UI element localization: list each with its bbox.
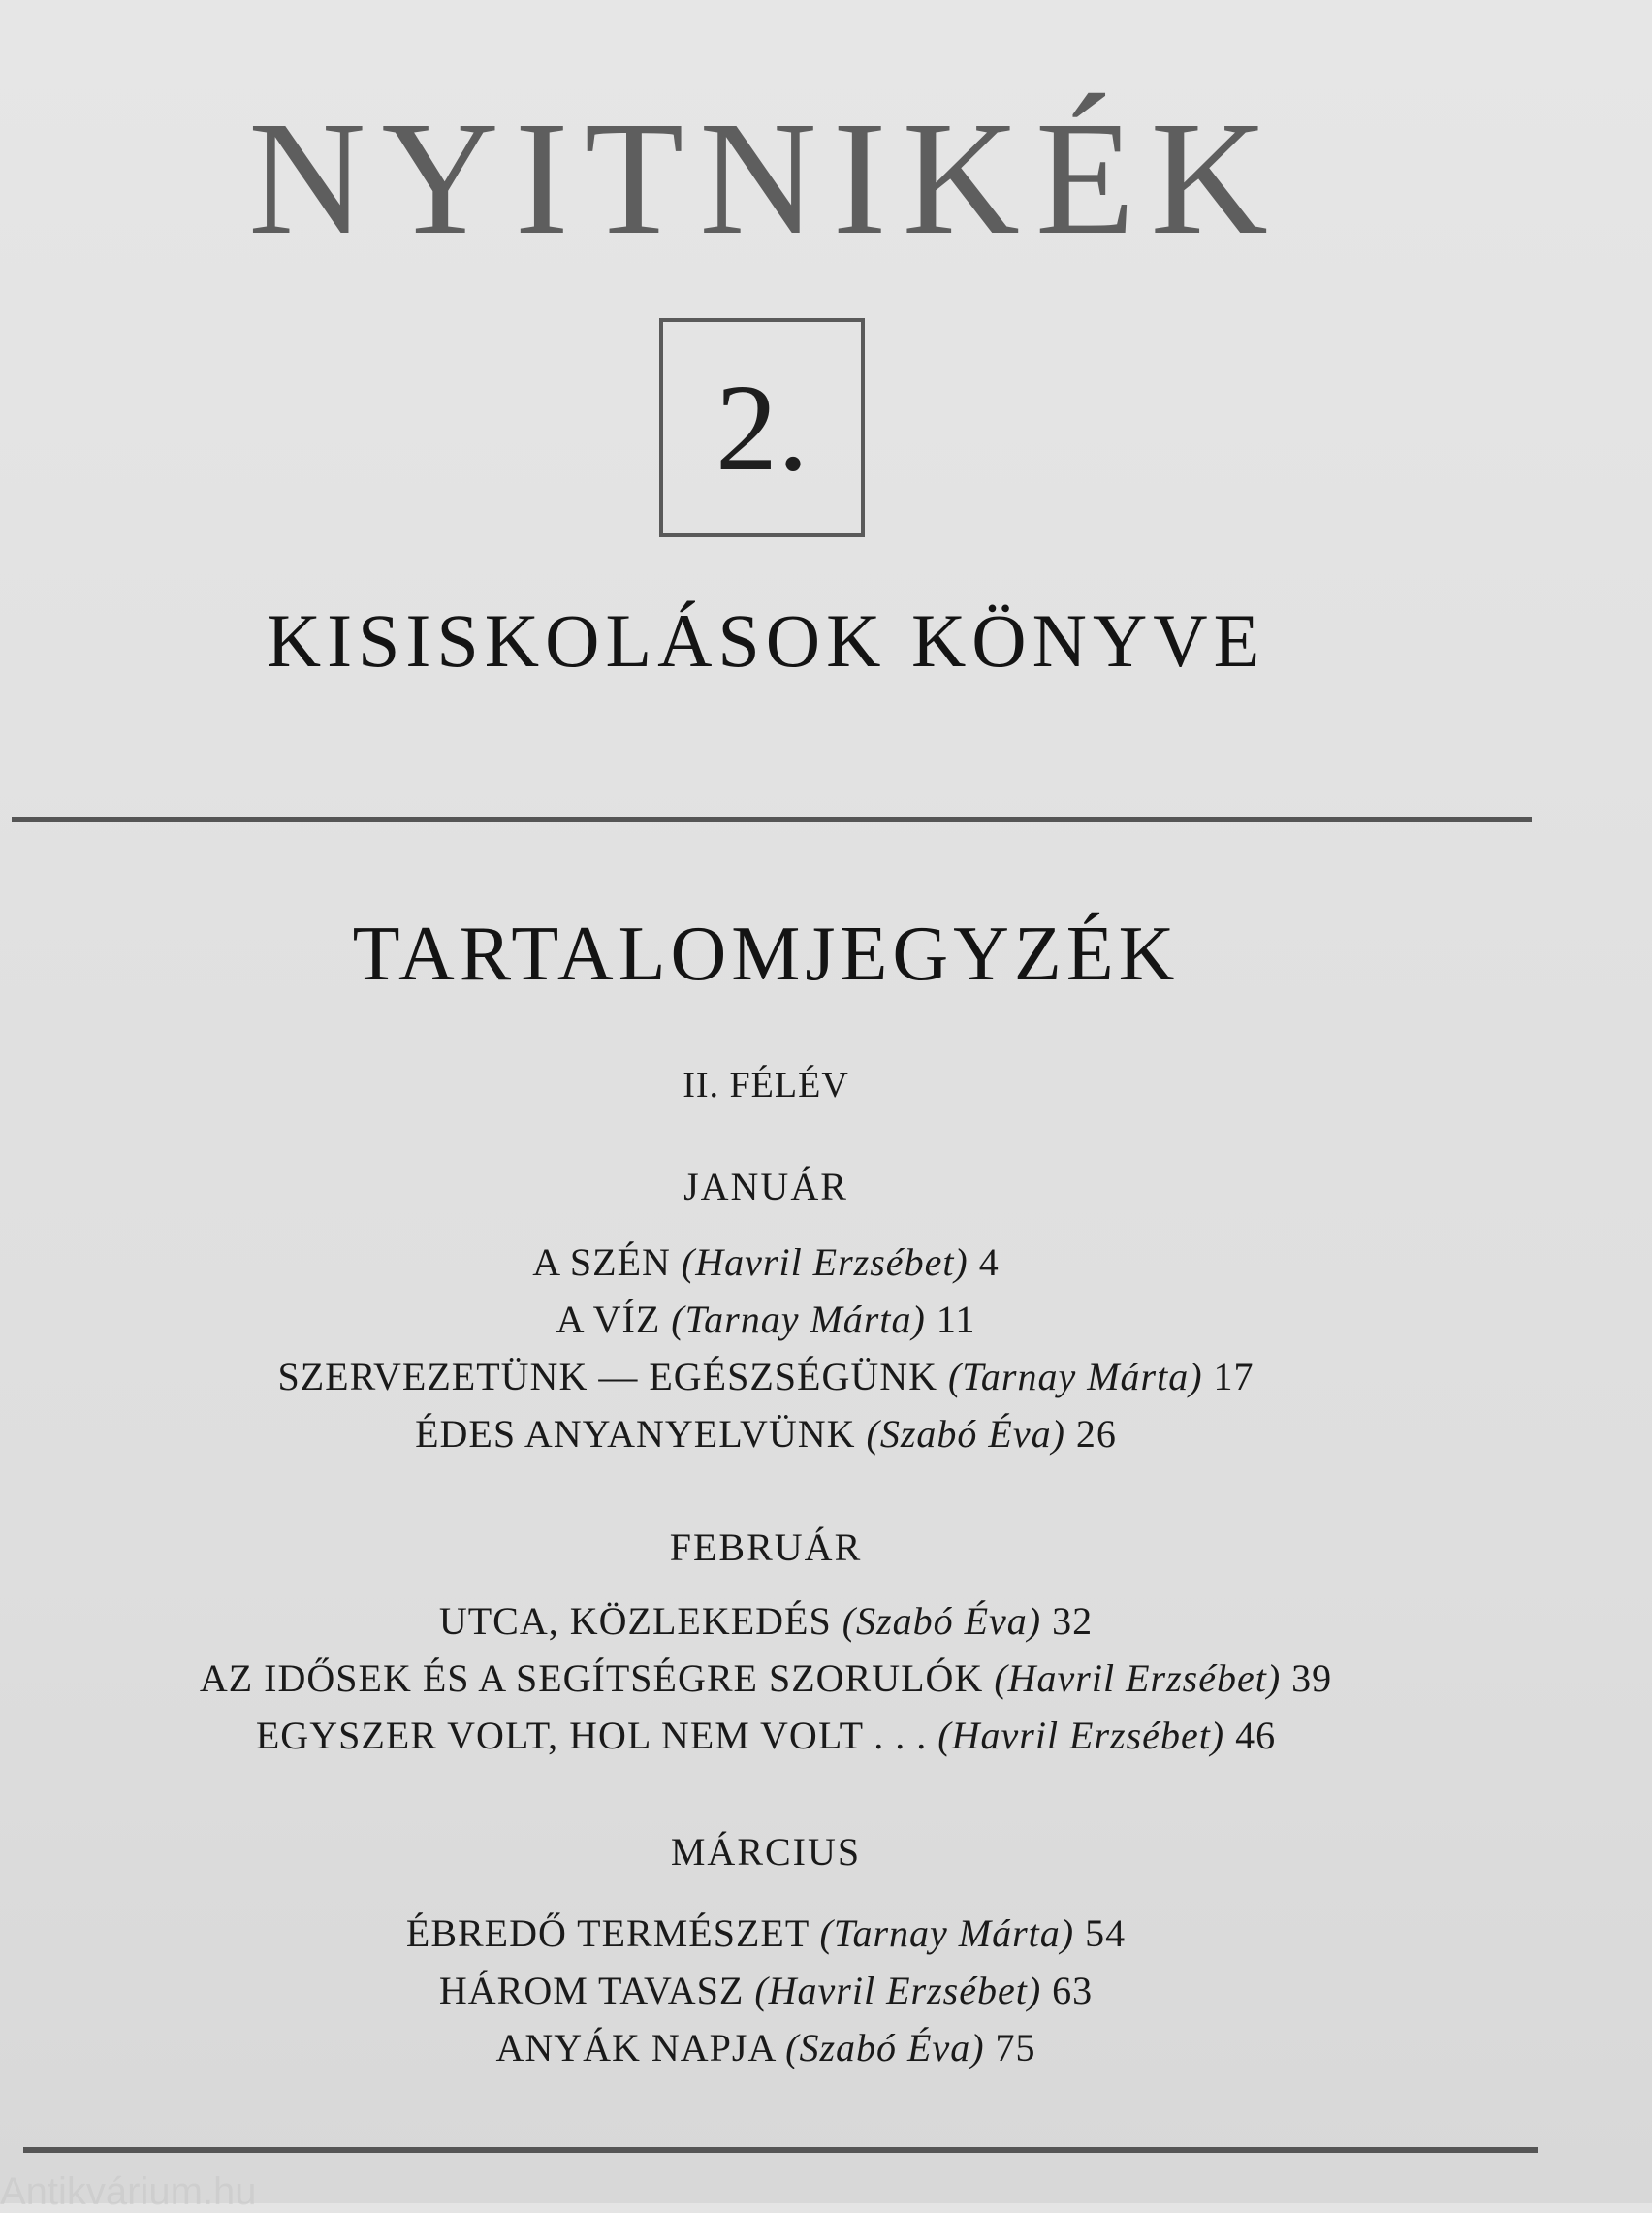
entry-page: 54 — [1085, 1911, 1127, 1955]
top-divider — [12, 817, 1532, 822]
toc-entry — [0, 1291, 1532, 1348]
entry-author: (Tarnay Márta) — [947, 1355, 1203, 1398]
month-heading-january: JANUÁR — [683, 1165, 848, 1208]
entry-page: 26 — [1075, 1412, 1117, 1456]
entry-author: (Szabó Éva) — [785, 2026, 985, 2069]
entry-author: (Havril Erzsébet) — [937, 1714, 1225, 1757]
toc-entry — [0, 1234, 1532, 1291]
volume-number-box — [659, 318, 865, 537]
toc-heading: TARTALOMJEGYZÉK — [352, 912, 1180, 997]
month-entries-january — [0, 1234, 1532, 1462]
entry-page: 4 — [978, 1240, 1000, 1284]
entry-title: SZERVEZETÜNK — EGÉSZSÉGÜNK — [277, 1355, 937, 1398]
entry-title: ÉDES ANYANYELVÜNK — [415, 1412, 856, 1456]
entry-page: 32 — [1052, 1599, 1094, 1643]
book-subtitle: KISISKOLÁSOK KÖNYVE — [266, 598, 1266, 683]
toc-entry — [0, 1707, 1532, 1764]
toc-entry — [0, 1905, 1532, 1962]
month-heading-march: MÁRCIUS — [670, 1830, 862, 1874]
entry-title: HÁROM TAVASZ — [438, 1969, 745, 2012]
entry-author: (Tarnay Márta) — [671, 1298, 926, 1341]
entry-page: 63 — [1052, 1969, 1094, 2012]
toc-entry — [0, 1962, 1532, 2019]
toc-entry — [0, 2019, 1532, 2076]
entry-author: (Havril Erzsébet) — [994, 1656, 1282, 1700]
entry-author: (Havril Erzsébet) — [681, 1240, 969, 1284]
entry-page: 11 — [936, 1298, 976, 1341]
entry-title: UTCA, KÖZLEKEDÉS — [438, 1599, 832, 1643]
book-title: NYITNIKÉK — [248, 88, 1284, 269]
month-entries-march — [0, 1905, 1532, 2076]
toc-entry — [0, 1405, 1532, 1462]
toc-entry — [0, 1650, 1532, 1707]
entry-page: 17 — [1213, 1355, 1255, 1398]
entry-page: 46 — [1235, 1714, 1277, 1757]
entry-title: ANYÁK NAPJA — [495, 2026, 776, 2069]
volume-number: 2. — [715, 359, 809, 497]
month-heading-february: FEBRUÁR — [669, 1525, 863, 1569]
entry-author: (Szabó Éva) — [866, 1412, 1065, 1456]
entry-author: (Tarnay Márta) — [819, 1911, 1075, 1955]
entry-title: A SZÉN — [532, 1240, 671, 1284]
entry-author: (Szabó Éva) — [842, 1599, 1042, 1643]
semester-label: II. FÉLÉV — [683, 1065, 849, 1106]
entry-page: 75 — [995, 2026, 1036, 2069]
entry-title: AZ IDŐSEK ÉS A SEGÍTSÉGRE SZORULÓK — [199, 1656, 984, 1700]
entry-author: (Havril Erzsébet) — [754, 1969, 1042, 2012]
entry-page: 39 — [1291, 1656, 1333, 1700]
toc-entry — [0, 1592, 1532, 1650]
watermark: Antikvárium.hu — [0, 2170, 257, 2213]
bottom-divider — [23, 2147, 1538, 2153]
entry-title: EGYSZER VOLT, HOL NEM VOLT . . . — [255, 1714, 928, 1757]
entry-title: ÉBREDŐ TERMÉSZET — [405, 1911, 810, 1955]
entry-title: A VÍZ — [556, 1298, 661, 1341]
month-entries-february — [0, 1592, 1532, 1764]
toc-entry — [0, 1348, 1532, 1405]
